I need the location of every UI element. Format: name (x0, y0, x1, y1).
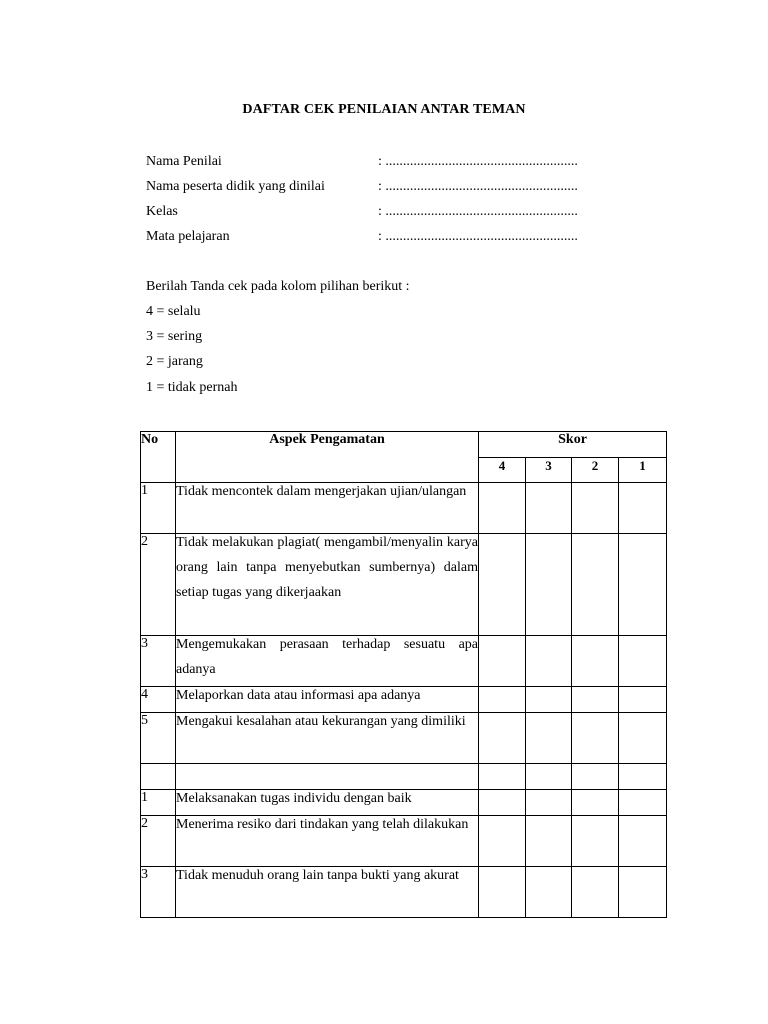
aspek-text: Melaksanakan tugas individu dengan baik (176, 791, 412, 806)
header-no: No (141, 432, 176, 483)
field-mata-pelajaran (146, 229, 626, 249)
row-aspek (176, 636, 479, 687)
score-cell-4[interactable] (479, 764, 526, 790)
table-row (141, 867, 667, 918)
row-number: 3 (141, 867, 176, 918)
score-cell-4[interactable] (479, 867, 526, 918)
score-cell-1[interactable] (619, 534, 667, 636)
row-aspek (176, 713, 479, 764)
score-header-2: 2 (572, 458, 619, 483)
score-cell-2[interactable] (572, 534, 619, 636)
scale-item: 2 = jarang (146, 354, 203, 369)
field-label: Kelas (146, 204, 178, 219)
field-blank[interactable]: : ....................................................... (378, 229, 578, 244)
row-number: 2 (141, 816, 176, 867)
score-cell-1[interactable] (619, 867, 667, 918)
aspek-text: Menerima resiko dari tindakan yang telah dilakukan (176, 817, 469, 832)
score-cell-3[interactable] (526, 483, 572, 534)
score-cell-1[interactable] (619, 764, 667, 790)
score-cell-4[interactable] (479, 636, 526, 687)
instructions-intro: Berilah Tanda cek pada kolom pilihan berikut : (146, 279, 410, 294)
aspek-text: Melaporkan data atau informasi apa adanya (176, 688, 421, 703)
score-cell-3[interactable] (526, 790, 572, 816)
score-cell-1[interactable] (619, 790, 667, 816)
row-aspek (176, 483, 479, 534)
row-aspek (176, 816, 479, 867)
row-aspek (176, 534, 479, 636)
row-number: 1 (141, 483, 176, 534)
scale-item: 1 = tidak pernah (146, 380, 238, 395)
field-nama-penilai (146, 154, 626, 174)
score-cell-3[interactable] (526, 713, 572, 764)
score-cell-1[interactable] (619, 713, 667, 764)
row-number: 4 (141, 687, 176, 713)
table-row (141, 483, 667, 534)
aspek-text: Tidak menuduh orang lain tanpa bukti yang akurat (176, 868, 459, 883)
score-cell-3[interactable] (526, 534, 572, 636)
score-header-3: 3 (526, 458, 572, 483)
aspek-text: Tidak mencontek dalam mengerjakan ujian/ulangan (176, 484, 467, 499)
score-cell-2[interactable] (572, 867, 619, 918)
row-number: 2 (141, 534, 176, 636)
row-aspek (176, 867, 479, 918)
aspek-text: Tidak melakukan plagiat( mengambil/menyalin karya orang lain tanpa menyebutkan sumbernya) dalam setiap tugas yang dikerjaakan (176, 535, 478, 600)
score-cell-2[interactable] (572, 713, 619, 764)
score-cell-4[interactable] (479, 687, 526, 713)
score-cell-1[interactable] (619, 636, 667, 687)
score-cell-4[interactable] (479, 790, 526, 816)
score-cell-3[interactable] (526, 816, 572, 867)
table-row (141, 534, 667, 636)
score-cell-1[interactable] (619, 687, 667, 713)
table-row (141, 636, 667, 687)
field-nama-peserta (146, 179, 626, 199)
field-label: Nama Penilai (146, 154, 222, 169)
header-aspek: Aspek Pengamatan (176, 432, 479, 483)
score-cell-2[interactable] (572, 790, 619, 816)
field-blank[interactable]: : ....................................................... (378, 179, 578, 194)
table-row (141, 713, 667, 764)
score-header-1: 1 (619, 458, 667, 483)
aspek-text: Mengakui kesalahan atau kekurangan yang dimiliki (176, 714, 466, 729)
score-cell-3[interactable] (526, 687, 572, 713)
score-cell-4[interactable] (479, 816, 526, 867)
score-cell-3[interactable] (526, 636, 572, 687)
field-blank[interactable]: : ....................................................... (378, 154, 578, 169)
score-cell-2[interactable] (572, 636, 619, 687)
field-blank[interactable]: : ....................................................... (378, 204, 578, 219)
table-row (141, 816, 667, 867)
score-cell-4[interactable] (479, 534, 526, 636)
score-cell-2[interactable] (572, 483, 619, 534)
score-cell-3[interactable] (526, 867, 572, 918)
score-cell-1[interactable] (619, 816, 667, 867)
row-number: 5 (141, 713, 176, 764)
score-cell-2[interactable] (572, 687, 619, 713)
score-cell-4[interactable] (479, 483, 526, 534)
score-cell-2[interactable] (572, 764, 619, 790)
scale-item: 4 = selalu (146, 304, 201, 319)
field-kelas (146, 204, 626, 224)
score-cell-4[interactable] (479, 713, 526, 764)
score-cell-1[interactable] (619, 483, 667, 534)
header-skor: Skor (479, 432, 667, 458)
row-number: 3 (141, 636, 176, 687)
score-cell-2[interactable] (572, 816, 619, 867)
row-number (141, 764, 176, 790)
field-label: Mata pelajaran (146, 229, 230, 244)
row-number: 1 (141, 790, 176, 816)
field-label: Nama peserta didik yang dinilai (146, 179, 325, 194)
score-cell-3[interactable] (526, 764, 572, 790)
score-header-4: 4 (479, 458, 526, 483)
assessment-table (140, 431, 667, 918)
page-title: DAFTAR CEK PENILAIAN ANTAR TEMAN (242, 102, 526, 117)
scale-item: 3 = sering (146, 329, 203, 344)
aspek-text: Mengemukakan perasaan terhadap sesuatu apa adanya (176, 637, 478, 677)
